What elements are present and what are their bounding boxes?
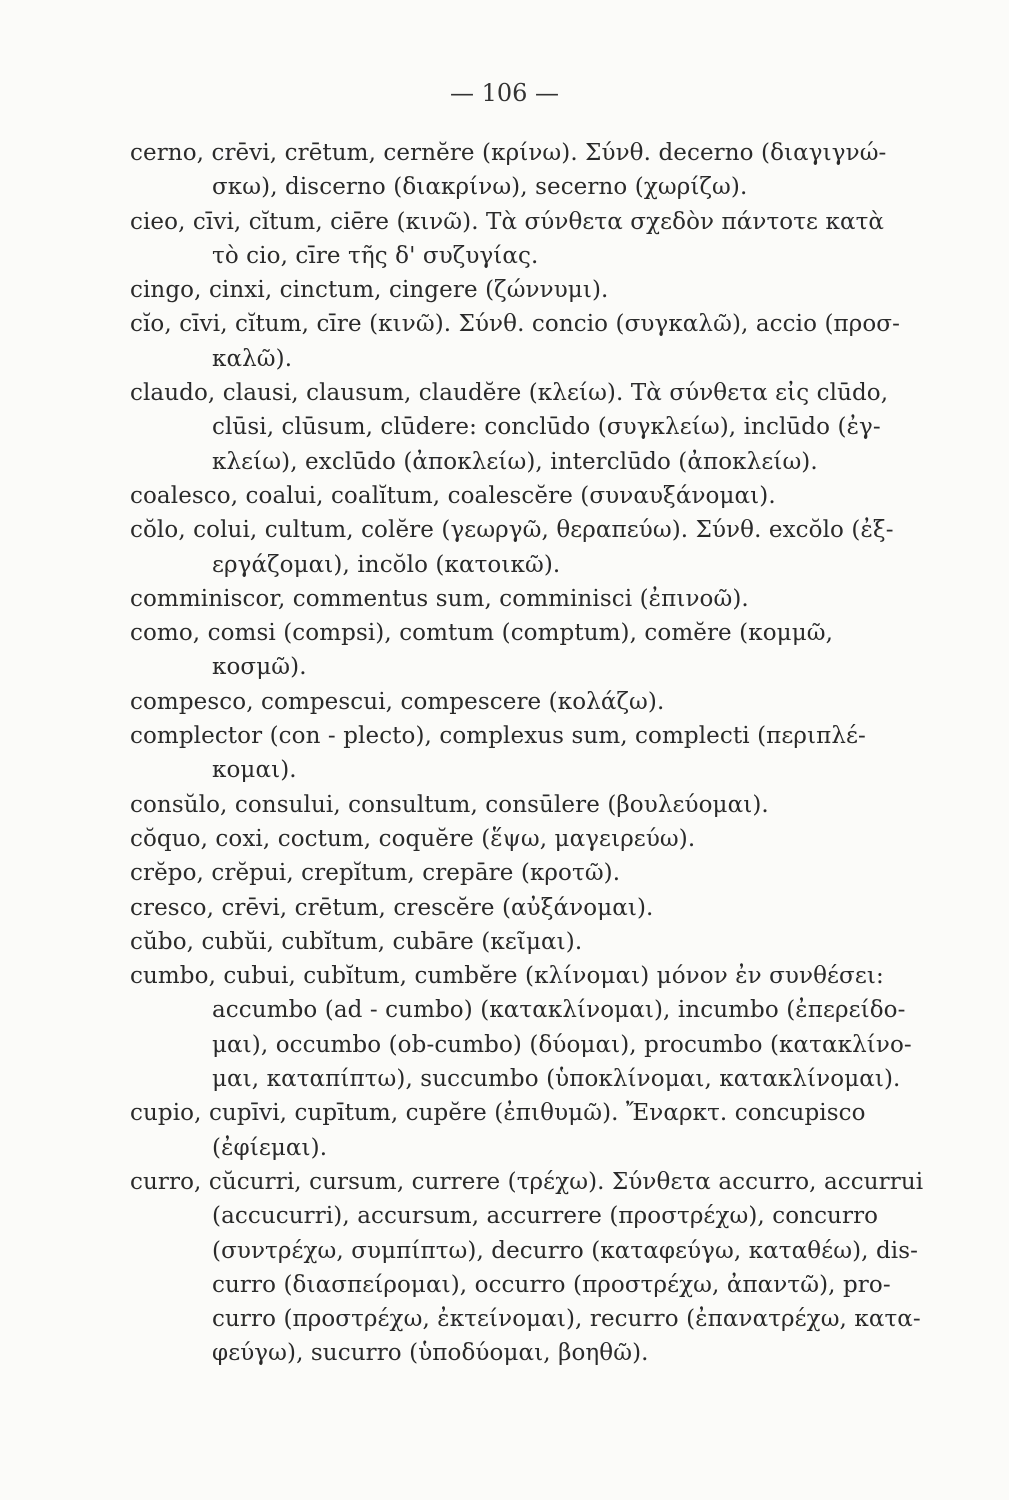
dictionary-entry bbox=[122, 136, 952, 205]
entry-headline: cupio, cupīvi, cupītum, cupĕre (ἐπιθυμῶ). Ἔναρκτ. concupisco bbox=[130, 1100, 866, 1127]
entry-headline: coalesco, coalui, coalĭtum, coalescĕre (συναυξάνομαι). bbox=[130, 482, 776, 509]
entry-continuation-line: τὸ cio, cīre τῆς δ' συζυγίας. bbox=[212, 242, 539, 269]
dictionary-entries bbox=[122, 136, 952, 1371]
entry-headline: complector (con - plecto), complexus sum, complecti (περιπλέ- bbox=[130, 723, 866, 750]
entry-headline: consŭlo, consului, consultum, consūlere (βουλεύομαι). bbox=[130, 791, 769, 818]
dictionary-entry bbox=[122, 685, 952, 719]
entry-continuation-line: κοσμῶ). bbox=[212, 654, 307, 681]
entry-headline: comminiscor, commentus sum, comminisci (ἐπινοῶ). bbox=[130, 585, 749, 612]
entry-headline: cumbo, cubui, cubĭtum, cumbĕre (κλίνομαι) μόνον ἐν συνθέσει: bbox=[130, 963, 884, 990]
entry-headline: cĭo, cīvi, cĭtum, cīre (κινῶ). Σύνθ. concio (συγκαλῶ), accio (προσ- bbox=[130, 311, 900, 338]
entry-headline: curro, cŭcurri, cursum, currere (τρέχω). Σύνθετα accurro, accurrui bbox=[130, 1168, 924, 1195]
page-number: — 106 — bbox=[449, 79, 560, 107]
entry-continuation-line: μαι), occumbo (ob-cumbo) (δύομαι), procumbo (κατακλίνο- bbox=[212, 1031, 912, 1058]
dictionary-entry bbox=[122, 788, 952, 822]
entry-continuation-line: clūsi, clūsum, clūdere: conclūdo (συγκλείω), inclūdo (ἐγ- bbox=[212, 414, 881, 441]
entry-headline: cingo, cinxi, cinctum, cingere (ζώννυμι). bbox=[130, 277, 609, 304]
dictionary-entry bbox=[122, 925, 952, 959]
dictionary-entry bbox=[122, 479, 952, 513]
entry-continuation-line: καλῶ). bbox=[212, 345, 293, 372]
entry-headline: crĕpo, crĕpui, crepĭtum, crepāre (κροτῶ). bbox=[130, 860, 621, 887]
entry-headline: como, comsi (compsi), comtum (comptum), comĕre (κομμῶ, bbox=[130, 620, 834, 647]
entry-headline: cresco, crēvi, crētum, crescĕre (αὐξάνομαι). bbox=[130, 894, 654, 921]
entry-headline: cieo, cīvi, cĭtum, ciēre (κινῶ). Τὰ σύνθετα σχεδὸν πάντοτε κατὰ bbox=[130, 208, 885, 235]
dictionary-entry bbox=[122, 959, 952, 1096]
dictionary-entry bbox=[122, 1165, 952, 1371]
entry-continuation-line: φεύγω), sucurro (ὑποδύομαι, βοηθῶ). bbox=[212, 1340, 649, 1367]
dictionary-entry bbox=[122, 822, 952, 856]
entry-continuation-line: (συντρέχω, συμπίπτω), decurro (καταφεύγω, καταθέω), dis- bbox=[212, 1237, 919, 1264]
dictionary-entry bbox=[122, 273, 952, 307]
entry-continuation-line: accumbo (ad - cumbo) (κατακλίνομαι), incumbo (ἐπερείδο- bbox=[212, 997, 906, 1024]
dictionary-entry bbox=[122, 376, 952, 479]
entry-continuation-line: σκω), discerno (διακρίνω), secerno (χωρίζω). bbox=[212, 174, 748, 201]
dictionary-entry bbox=[122, 719, 952, 788]
entry-headline: cŭbo, cubŭi, cubĭtum, cubāre (κεῖμαι). bbox=[130, 928, 583, 955]
dictionary-entry bbox=[122, 616, 952, 685]
entry-continuation-line: μαι, καταπίπτω), succumbo (ὑποκλίνομαι, κατακλίνομαι). bbox=[212, 1066, 901, 1093]
entry-headline: cŏquo, coxi, coctum, coquĕre (ἕψω, μαγειρεύω). bbox=[130, 825, 696, 852]
entry-continuation-line: εργάζομαι), incŏlo (κατοικῶ). bbox=[212, 551, 561, 578]
entry-continuation-line: (ἐφίεμαι). bbox=[212, 1134, 328, 1161]
dictionary-entry bbox=[122, 205, 952, 274]
entry-continuation-line: curro (διασπείρομαι), occurro (προστρέχω, ἀπαντῶ), pro- bbox=[212, 1271, 891, 1298]
dictionary-entry bbox=[122, 856, 952, 890]
dictionary-entry bbox=[122, 891, 952, 925]
entry-headline: claudo, clausi, clausum, claudĕre (κλείω). Τὰ σύνθετα εἰς clūdo, bbox=[130, 380, 889, 407]
entry-headline: cŏlo, colui, cultum, colĕre (γεωργῶ, θεραπεύω). Σύνθ. excŏlo (ἐξ- bbox=[130, 517, 894, 544]
entry-continuation-line: (accucurri), accursum, accurrere (προστρέχω), concurro bbox=[212, 1203, 879, 1230]
dictionary-entry bbox=[122, 1096, 952, 1165]
dictionary-entry bbox=[122, 582, 952, 616]
entry-headline: cerno, crēvi, crētum, cernĕre (κρίνω). Σύνθ. decerno (διαγιγνώ- bbox=[130, 140, 887, 166]
dictionary-entry bbox=[122, 307, 952, 376]
entry-continuation-line: curro (προστρέχω, ἐκτείνομαι), recurro (ἐπανατρέχω, κατα- bbox=[212, 1306, 921, 1333]
entry-continuation-line: κομαι). bbox=[212, 757, 297, 784]
dictionary-entry bbox=[122, 513, 952, 582]
entry-continuation-line: κλείω), exclūdo (ἀποκλείω), interclūdo (ἀποκλείω). bbox=[212, 448, 818, 475]
entry-headline: compesco, compescui, compescere (κολάζω). bbox=[130, 688, 665, 715]
